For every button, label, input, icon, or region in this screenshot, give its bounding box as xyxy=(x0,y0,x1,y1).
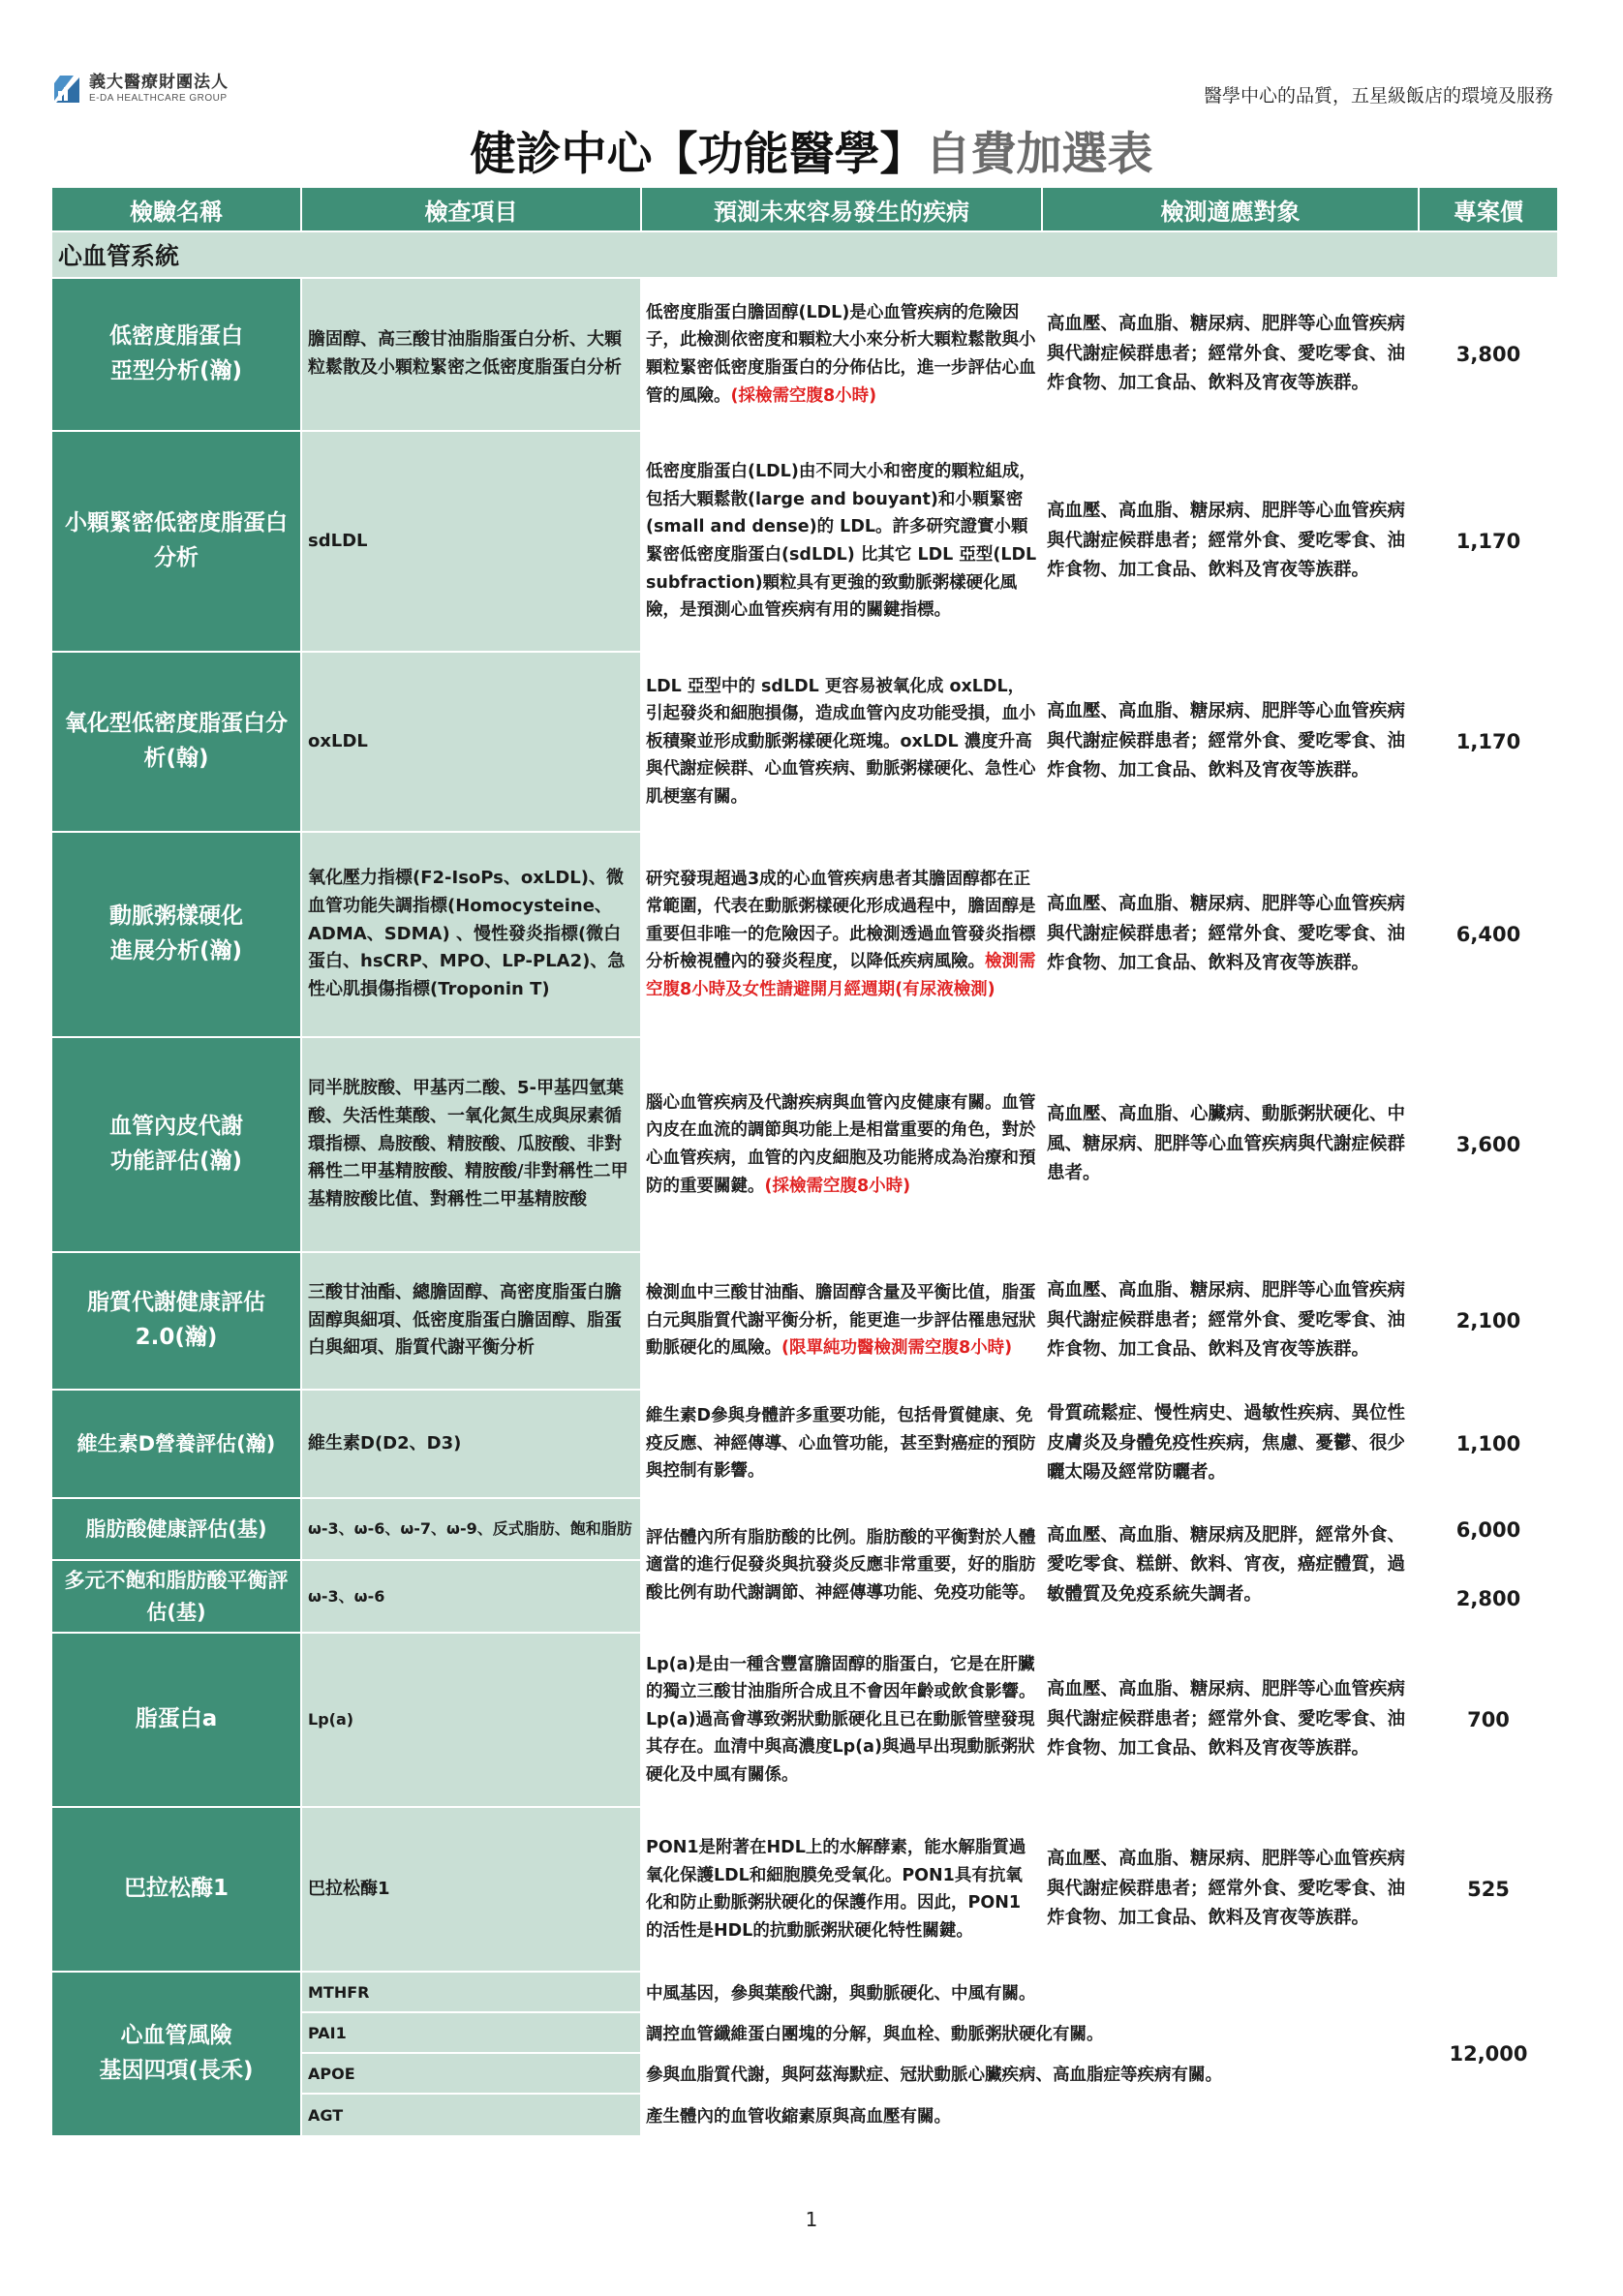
test-name: 氧化型低密度脂蛋白分 析(翰) xyxy=(51,652,301,832)
fasting-note: 檢測需空腹8小時及女性請避開月經週期(有尿液檢測) xyxy=(646,952,1036,999)
gene-name: PAI1 xyxy=(301,2012,641,2053)
price: 6,000 xyxy=(1419,1498,1558,1560)
target-group: 骨質疏鬆症、慢性病史、過敏性疾病、異位性皮膚炎及身體免疫性疾病，焦慮、憂鬱、很少曬太陽及經常防曬者。 xyxy=(1042,1390,1419,1498)
page-title xyxy=(0,118,1623,183)
table-header-row xyxy=(51,187,1558,231)
disease-prediction xyxy=(641,652,1042,832)
prediction-text: 低密度脂蛋白(LDL)由不同大小和密度的顆粒組成，包括大顆鬆散(large and bouyant)和小顆緊密(small and dense)的 LDL。許多研究證實小顆緊密低密度脂蛋白(sdLDL) 比其它 LDL 亞型(LDL subfraction)顆粒具有更強的致動脈粥樣硬化風險，是預測心血管疾病有用的關鍵指標。 xyxy=(646,462,1037,621)
fasting-note: (採檢需空腹8小時) xyxy=(764,1176,911,1196)
table-row xyxy=(51,832,1558,1037)
test-items: ω-3、ω-6、ω-7、ω-9、反式脂肪、飽和脂肪 xyxy=(301,1498,641,1560)
test-name: 多元不飽和脂肪酸平衡評估(基) xyxy=(51,1560,301,1633)
table-row xyxy=(51,278,1558,431)
table-row xyxy=(51,1633,1558,1807)
test-items: 膽固醇、高三酸甘油脂脂蛋白分析、大顆粒鬆散及小顆粒緊密之低密度脂蛋白分析 xyxy=(301,278,641,431)
disease-prediction xyxy=(641,1390,1042,1498)
prediction-text: 維生素D參與身體許多重要功能，包括骨質健康、免疫反應、神經傳導、心血管功能，甚至對癌症的預防與控制有影響。 xyxy=(646,1406,1036,1482)
test-items: oxLDL xyxy=(301,652,641,832)
logo xyxy=(50,72,229,107)
test-items: 同半胱胺酸、甲基丙二酸、5-甲基四氫葉酸、失活性葉酸、一氧化氮生成與尿素循環指標、鳥胺酸、精胺酸、瓜胺酸、非對稱性二甲基精胺酸、精胺酸/非對稱性二甲基精胺酸比值、對稱性二甲基精胺酸 xyxy=(301,1037,641,1252)
disease-prediction: PON1是附著在HDL上的水解酵素，能水解脂質過氧化保護LDL和細胞膜免受氧化。PON1具有抗氧化和防止動脈粥狀硬化的保護作用。因此，PON1的活性是HDL的抗動脈粥狀硬化特性關鍵。 xyxy=(641,1807,1042,1972)
test-name: 低密度脂蛋白 亞型分析(瀚) xyxy=(51,278,301,431)
logo-chinese-name: 義大醫療財團法人 xyxy=(89,73,229,92)
price: 2,100 xyxy=(1419,1252,1558,1390)
test-name: 巴拉松酶1 xyxy=(51,1807,301,1972)
col-header-name: 檢驗名稱 xyxy=(51,187,301,231)
prediction-text: 低密度脂蛋白膽固醇(LDL)是心血管疾病的危險因子，此檢測依密度和顆粒大小來分析大顆粒鬆散與小顆粒緊密低密度脂蛋白的分佈佔比，進一步評估心血管的風險。 xyxy=(646,302,1036,406)
disease-prediction: 評估體內所有脂肪酸的比例。脂肪酸的平衡對於人體適當的進行促發炎與抗發炎反應非常重要，好的脂肪酸比例有助代謝調節、神經傳導功能、免疫功能等。 xyxy=(641,1498,1042,1633)
eda-logo-icon xyxy=(50,72,83,107)
section-title: 心血管系統 xyxy=(51,231,1558,278)
prediction-text: 腦心血管疾病及代謝疾病與血管內皮健康有關。血管內皮在血流的調節與功能上是相當重要的角色，對於心血管疾病，血管的內皮細胞及功能將成為治療和預防的重要關鍵。 xyxy=(646,1092,1036,1196)
table-row xyxy=(51,1498,1558,1560)
prediction-text: LDL 亞型中的 sdLDL 更容易被氧化成 oxLDL，引起發炎和細胞損傷，造成血管內皮功能受損，血小板積聚並形成動脈粥樣硬化斑塊。oxLDL 濃度升高與代謝症候群、心血管疾病、動脈粥樣硬化、急性心肌梗塞有關。 xyxy=(646,676,1036,807)
section-row xyxy=(51,231,1558,278)
target-group: 高血壓、高血脂、心臟病、動脈粥狀硬化、中風、糖尿病、肥胖等心血管疾病與代謝症候群患者。 xyxy=(1042,1037,1419,1252)
disease-prediction: Lp(a)是由一種含豐富膽固醇的脂蛋白，它是在肝臟的獨立三酸甘油脂所合成且不會因年齡或飲食影響。Lp(a)過高會導致粥狀動脈硬化且已在動脈管壁發現其存在。血清中與高濃度Lp(a)與過早出現動脈粥狀硬化及中風有關係。 xyxy=(641,1633,1042,1807)
test-name: 維生素D營養評估(瀚) xyxy=(51,1390,301,1498)
disease-prediction xyxy=(641,1037,1042,1252)
test-items: Lp(a) xyxy=(301,1633,641,1807)
col-header-price: 專案價 xyxy=(1419,187,1558,231)
disease-prediction xyxy=(641,832,1042,1037)
target-group: 高血壓、高血脂、糖尿病、肥胖等心血管疾病與代謝症候群患者；經常外食、愛吃零食、油炸食物、加工食品、飲料及宵夜等族群。 xyxy=(1042,652,1419,832)
test-name: 脂肪酸健康評估(基) xyxy=(51,1498,301,1560)
disease-prediction xyxy=(641,278,1042,431)
price: 1,170 xyxy=(1419,431,1558,652)
disease-prediction xyxy=(641,431,1042,652)
page-number: 1 xyxy=(805,2208,818,2231)
target-group: 高血壓、高血脂、糖尿病、肥胖等心血管疾病與代謝症候群患者；經常外食、愛吃零食、油炸食物、加工食品、飲料及宵夜等族群。 xyxy=(1042,1633,1419,1807)
test-name: 脂質代謝健康評估 2.0(瀚) xyxy=(51,1252,301,1390)
disease-prediction xyxy=(641,1252,1042,1390)
table-row xyxy=(51,652,1558,832)
target-group: 高血壓、高血脂、糖尿病、肥胖等心血管疾病與代謝症候群患者；經常外食、愛吃零食、油炸食物、加工食品、飲料及宵夜等族群。 xyxy=(1042,431,1419,652)
table-row xyxy=(51,431,1558,652)
test-items: 巴拉松酶1 xyxy=(301,1807,641,1972)
price: 1,170 xyxy=(1419,652,1558,832)
target-group: 高血壓、高血脂、糖尿病、肥胖等心血管疾病與代謝症候群患者；經常外食、愛吃零食、油炸食物、加工食品、飲料及宵夜等族群。 xyxy=(1042,832,1419,1037)
slogan: 醫學中心的品質，五星級飯店的環境及服務 xyxy=(1203,85,1553,107)
price-table xyxy=(50,186,1559,2137)
target-group: 高血壓、高血脂、糖尿病、肥胖等心血管疾病與代謝症候群患者；經常外食、愛吃零食、油炸食物、加工食品、飲料及宵夜等族群。 xyxy=(1042,278,1419,431)
table-row xyxy=(51,1037,1558,1252)
test-items: sdLDL xyxy=(301,431,641,652)
target-group: 高血壓、高血脂、糖尿病、肥胖等心血管疾病與代謝症候群患者；經常外食、愛吃零食、油炸食物、加工食品、飲料及宵夜等族群。 xyxy=(1042,1807,1419,1972)
gene-description: 中風基因，參與葉酸代謝，與動脈硬化、中風有關。 xyxy=(641,1972,1419,2012)
col-header-item: 檢查項目 xyxy=(301,187,641,231)
target-group: 高血壓、高血脂、糖尿病及肥胖，經常外食、愛吃零食、糕餅、飲料、宵夜，癌症體質，過敏體質及免疫系統失調者。 xyxy=(1042,1498,1419,1633)
prediction-text: 研究發現超過3成的心血管疾病患者其膽固醇都在正常範圍，代表在動脈粥樣硬化形成過程中，膽固醇是重要但非唯一的危險因子。此檢測透過血管發炎指標分析檢視體內的發炎程度，以降低疾病風險。 xyxy=(646,869,1036,972)
price: 3,800 xyxy=(1419,278,1558,431)
price: 3,600 xyxy=(1419,1037,1558,1252)
target-group: 高血壓、高血脂、糖尿病、肥胖等心血管疾病與代謝症候群患者；經常外食、愛吃零食、油炸食物、加工食品、飲料及宵夜等族群。 xyxy=(1042,1252,1419,1390)
test-name: 動脈粥樣硬化 進展分析(瀚) xyxy=(51,832,301,1037)
test-items: ω-3、ω-6 xyxy=(301,1560,641,1633)
gene-description: 產生體內的血管收縮素原與高血壓有關。 xyxy=(641,2094,1419,2136)
price: 6,400 xyxy=(1419,832,1558,1037)
fasting-note: (限單純功醫檢測需空腹8小時) xyxy=(781,1338,1013,1359)
prediction-text: 檢測血中三酸甘油酯、膽固醇含量及平衡比值，脂蛋白元與脂質代謝平衡分析，能更進一步評估罹患冠狀動脈硬化的風險。 xyxy=(646,1283,1036,1359)
fasting-note: (採檢需空腹8小時) xyxy=(730,385,877,406)
gene-description: 參與血脂質代謝，與阿茲海默症、冠狀動脈心臟疾病、高血脂症等疾病有關。 xyxy=(641,2053,1419,2094)
price: 1,100 xyxy=(1419,1390,1558,1498)
gene-description: 調控血管纖維蛋白團塊的分解，與血栓、動脈粥狀硬化有關。 xyxy=(641,2012,1419,2053)
logo-english-name: E-DA HEALTHCARE GROUP xyxy=(89,93,228,104)
table-row xyxy=(51,1252,1558,1390)
gene-name: AGT xyxy=(301,2094,641,2136)
gene-name: APOE xyxy=(301,2053,641,2094)
gene-name: MTHFR xyxy=(301,1972,641,2012)
test-name: 血管內皮代謝 功能評估(瀚) xyxy=(51,1037,301,1252)
col-header-prediction: 預測未來容易發生的疾病 xyxy=(641,187,1042,231)
price: 700 xyxy=(1419,1633,1558,1807)
test-name: 脂蛋白a xyxy=(51,1633,301,1807)
test-items: 維生素D(D2、D3) xyxy=(301,1390,641,1498)
title-sub: 自費加選表 xyxy=(925,128,1153,181)
table-row xyxy=(51,1807,1558,1972)
price: 525 xyxy=(1419,1807,1558,1972)
col-header-target: 檢測適應對象 xyxy=(1042,187,1419,231)
test-items: 氧化壓力指標(F2-IsoPs、oxLDL)、微血管功能失調指標(Homocysteine、ADMA、SDMA) 、慢性發炎指標(微白蛋白、hsCRP、MPO、LP-PLA2)、急性心肌損傷指標(Troponin T) xyxy=(301,832,641,1037)
title-main: 健診中心【功能醫學】 xyxy=(470,128,926,181)
price: 12,000 xyxy=(1419,1972,1558,2136)
test-name: 心血管風險 基因四項(長禾) xyxy=(51,1972,301,2136)
table-row xyxy=(51,1390,1558,1498)
test-name: 小顆緊密低密度脂蛋白 分析 xyxy=(51,431,301,652)
gene-row xyxy=(51,1972,1558,2012)
price: 2,800 xyxy=(1419,1560,1558,1633)
test-items: 三酸甘油酯、總膽固醇、高密度脂蛋白膽固醇與細項、低密度脂蛋白膽固醇、脂蛋白與細項、脂質代謝平衡分析 xyxy=(301,1252,641,1390)
